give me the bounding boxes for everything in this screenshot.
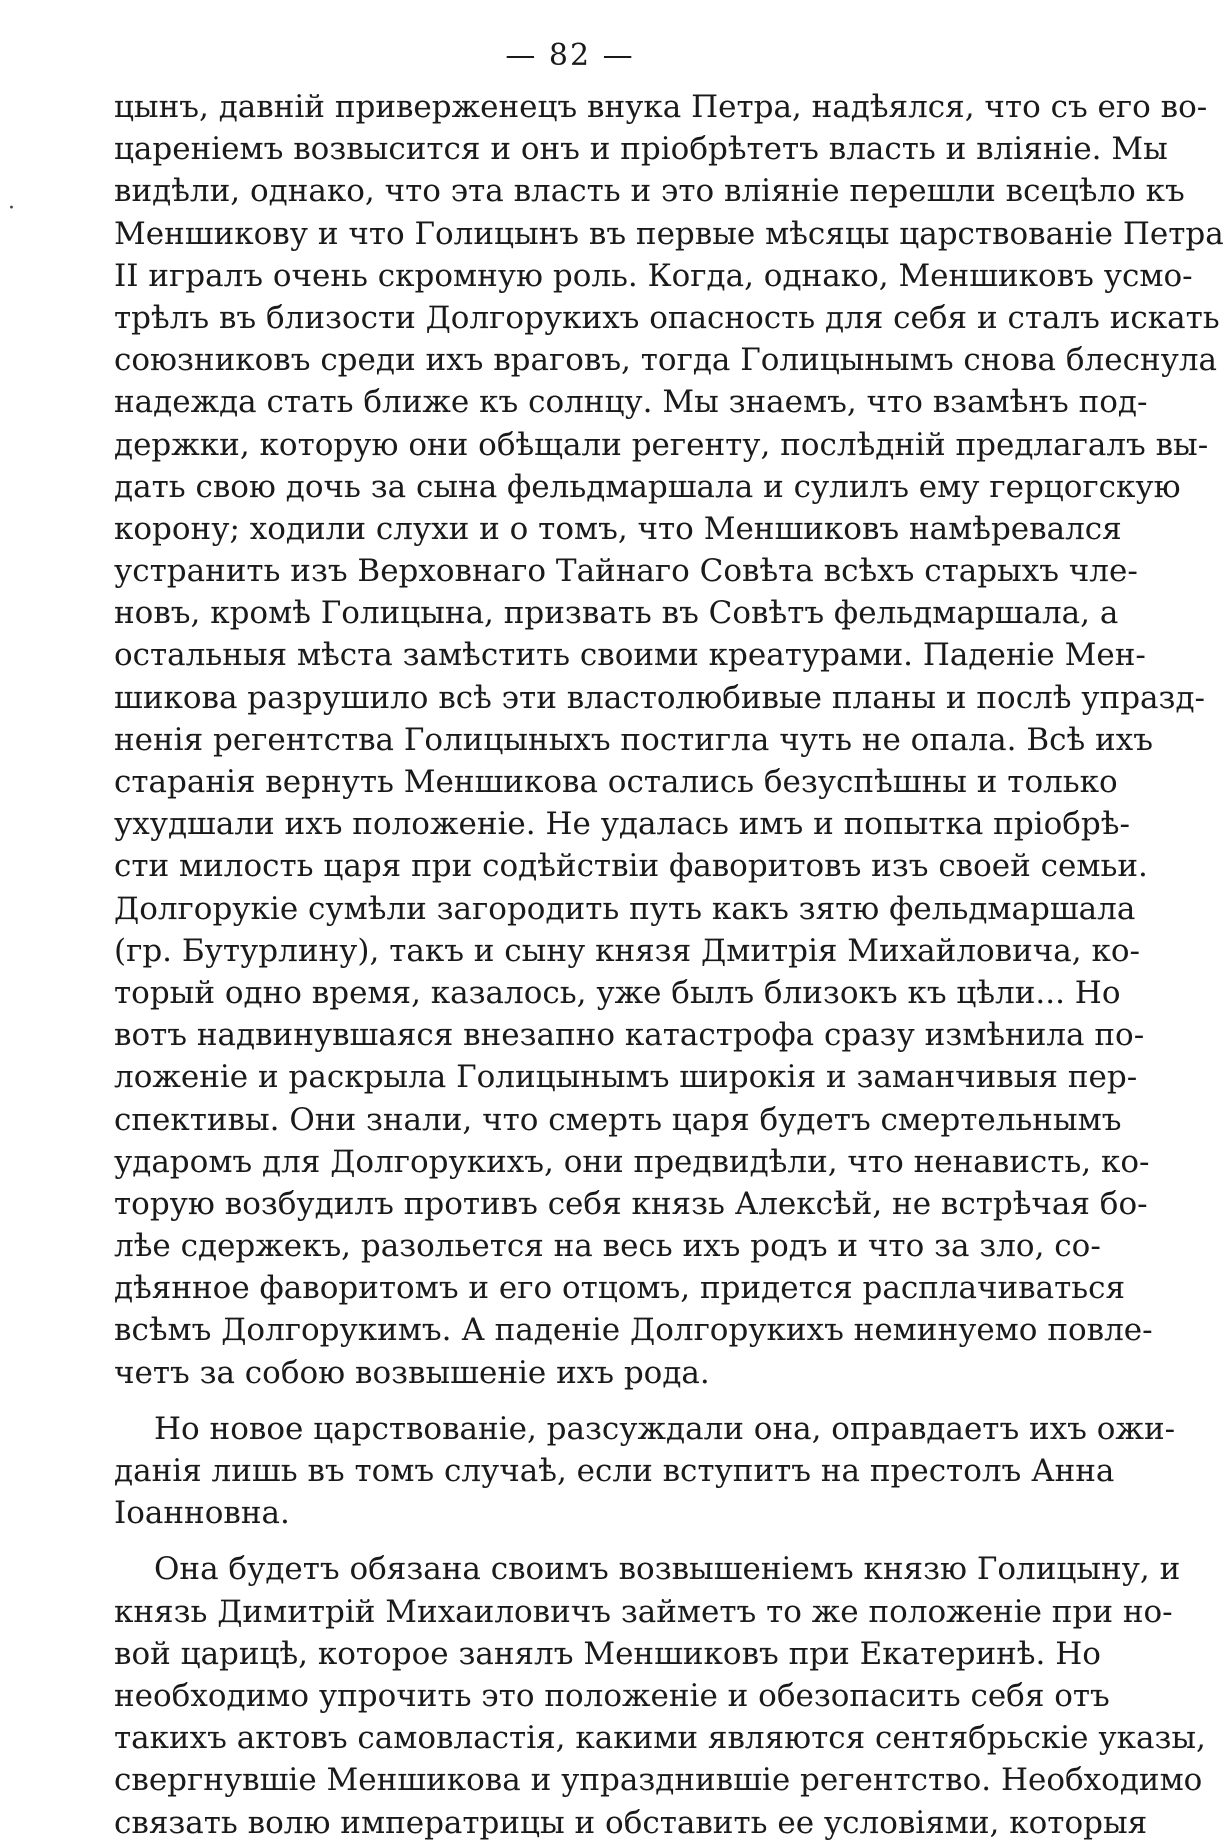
text-line: корону; ходили слухи и о томъ, что Меншиковъ намѣревался bbox=[114, 510, 1122, 547]
text-line: всѣмъ Долгорукимъ. А паденіе Долгорукихъ неминуемо повле- bbox=[114, 1312, 1153, 1349]
paragraph-2 bbox=[114, 1408, 1176, 1535]
text-line: князь Димитрій Михаиловичъ займетъ то же положеніе при но- bbox=[114, 1593, 1173, 1630]
text-line: сти милость царя при содѣйствіи фаворитовъ изъ своей семьи. bbox=[114, 848, 1148, 885]
text-line: дать свою дочь за сына фельдмаршала и сулилъ ему герцогскую bbox=[114, 468, 1181, 505]
paragraph-3 bbox=[114, 1548, 1206, 1843]
text-line: четъ за собою возвышеніе ихъ рода. bbox=[114, 1354, 710, 1391]
text-line: ударомъ для Долгорукихъ, они предвидѣли, что ненависть, ко- bbox=[114, 1143, 1150, 1180]
text-line: (гр. Бутурлину), такъ и сыну князя Дмитрія Михайловича, ко- bbox=[114, 932, 1140, 969]
text-line: спективы. Они знали, что смерть царя будетъ смертельнымъ bbox=[114, 1101, 1122, 1138]
text-line: шикова разрушило всѣ эти властолюбивые планы и послѣ упразд- bbox=[114, 679, 1206, 716]
text-line: вотъ надвинувшаяся внезапно катастрофа сразу измѣнила по- bbox=[114, 1017, 1145, 1054]
text-line: торую возбудилъ противъ себя князь Алексѣй, не встрѣчая бо- bbox=[114, 1185, 1148, 1222]
text-line: остальныя мѣста замѣстить своими креатурами. Паденіе Мен- bbox=[114, 637, 1146, 674]
paragraph-gap bbox=[114, 1394, 1074, 1408]
text-line: устранить изъ Верховнаго Тайнаго Совѣта всѣхъ старыхъ чле- bbox=[114, 553, 1138, 590]
text-line: цареніемъ возвысится и онъ и пріобрѣтетъ власть и вліяніе. Мы bbox=[114, 131, 1168, 168]
text-line: Іоанновна. bbox=[114, 1495, 290, 1532]
text-line: такихъ актовъ самовластія, какими являются сентябрьскіе указы, bbox=[114, 1720, 1206, 1757]
text-line: ненія регентства Голицыныхъ постигла чуть не опала. Всѣ ихъ bbox=[114, 721, 1153, 758]
text-line: ложеніе и раскрыла Голицынымъ широкія и заманчивыя пер- bbox=[114, 1059, 1138, 1096]
text-line: лѣе сдержекъ, разольется на весь ихъ родъ и что за зло, со- bbox=[114, 1228, 1101, 1265]
text-line: трѣлъ въ близости Долгорукихъ опасность для себя и сталъ искать bbox=[114, 299, 1220, 336]
text-line: необходимо упрочить это положеніе и обезопасить себя отъ bbox=[114, 1677, 1110, 1714]
paragraph-gap bbox=[114, 1534, 1074, 1548]
text-line: видѣли, однако, что эта власть и это вліяніе перешли всецѣло къ bbox=[114, 173, 1185, 210]
text-line: свергнувшіе Меншикова и упразднившіе регентство. Необходимо bbox=[114, 1762, 1203, 1799]
paragraph-1 bbox=[114, 86, 1224, 1394]
text-line: вой царицѣ, которое занялъ Меншиковъ при Екатеринѣ. Но bbox=[114, 1635, 1101, 1672]
text-line: старанія вернуть Меншикова остались безуспѣшны и только bbox=[114, 764, 1118, 800]
text-line: Но новое царствованіе, разсуждали она, оправдаетъ ихъ ожи- bbox=[154, 1410, 1176, 1447]
text-line: ухудшали ихъ положеніе. Не удалась имъ и попытка пріобрѣ- bbox=[114, 806, 1130, 843]
text-line: цынъ, давній приверженецъ внука Петра, надѣялся, что съ его во- bbox=[114, 89, 1208, 125]
margin-mark: · bbox=[8, 196, 15, 221]
text-line: новъ, кромѣ Голицына, призвать въ Совѣтъ фельдмаршала, а bbox=[114, 595, 1119, 632]
text-line: Она будетъ обязана своимъ возвышеніемъ князю Голицыну, и bbox=[154, 1551, 1181, 1588]
page-number: — 82 — bbox=[505, 38, 635, 73]
text-line: надежда стать ближе къ солнцу. Мы знаемъ, что взамѣнъ под- bbox=[114, 384, 1148, 421]
text-line: торый одно время, казалось, уже былъ близокъ къ цѣли... Но bbox=[114, 974, 1121, 1011]
text-line: держки, которую они обѣщали регенту, послѣдній предлагалъ вы- bbox=[114, 426, 1209, 463]
text-line: данія лишь въ томъ случаѣ, если вступитъ на престолъ Анна bbox=[114, 1453, 1115, 1489]
text-line: союзниковъ среди ихъ враговъ, тогда Голицынымъ снова блеснула bbox=[114, 342, 1218, 379]
text-line: Долгорукіе сумѣли загородить путь какъ зятю фельдмаршала bbox=[114, 890, 1136, 927]
text-line: связать волю императрицы и обставить ее условіями, которыя bbox=[114, 1804, 1148, 1841]
text-line: II игралъ очень скромную роль. Когда, однако, Меншиковъ усмо- bbox=[114, 257, 1193, 294]
body-text bbox=[114, 86, 1224, 1844]
text-line: Меншикову и что Голицынъ въ первые мѣсяцы царствованіе Петра bbox=[114, 215, 1224, 252]
text-line: дѣянное фаворитомъ и его отцомъ, придется расплачиваться bbox=[114, 1270, 1126, 1307]
